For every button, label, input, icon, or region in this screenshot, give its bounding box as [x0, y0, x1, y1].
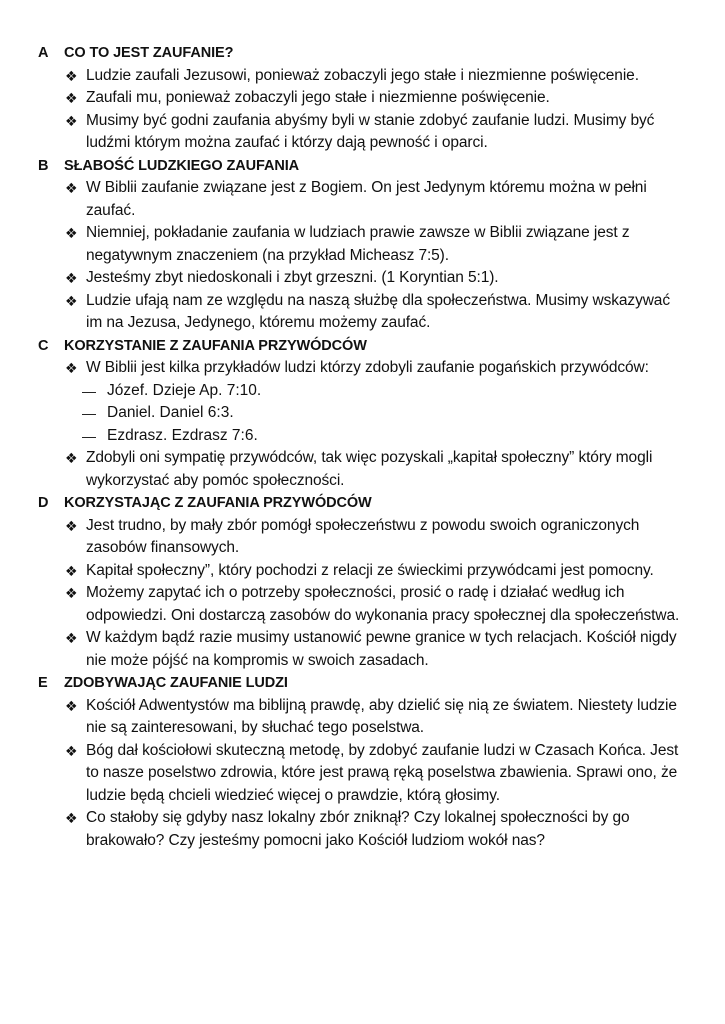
bullet-list-item — [65, 222, 685, 267]
item-text: Co stałoby się gdyby nasz lokalny zbór zniknął? Czy lokalnej społeczności by go brakowało? Czy jesteśmy pomocni jako Kościół ludziom wokół nas? — [86, 809, 630, 849]
bullet-list-item — [65, 515, 685, 560]
diamond-bullet-icon: ❖ — [65, 450, 78, 466]
section-letter: B — [38, 157, 49, 174]
diamond-bullet-icon: ❖ — [65, 90, 78, 106]
dash-icon: — — [82, 427, 96, 444]
item-text: Jesteśmy zbyt niedoskonali i zbyt grzeszni. (1 Koryntian 5:1). — [86, 269, 499, 286]
section-title: ZDOBYWAJĄC ZAUFANIE LUDZI — [64, 675, 288, 691]
item-text: Kościół Adwentystów ma biblijną prawdę, aby dzielić się nią ze światem. Niestety ludzie nie są zainteresowani, by słuchać tego poselstwa. — [86, 696, 677, 736]
diamond-bullet-icon: ❖ — [65, 562, 78, 579]
dash-icon: — — [82, 382, 96, 399]
bullet-list-item — [65, 65, 685, 88]
diamond-bullet-icon: ❖ — [65, 270, 78, 286]
bullet-list-item — [65, 582, 685, 627]
bullet-list-item — [65, 560, 685, 583]
bullet-list-item — [65, 110, 685, 155]
diamond-bullet-icon: ❖ — [65, 630, 78, 646]
item-text: W Biblii zaufanie związane jest z Bogiem. On jest Jedynym któremu można w pełni zaufać. — [86, 179, 647, 219]
diamond-bullet-icon: ❖ — [65, 517, 78, 534]
bullet-list-item — [65, 695, 685, 740]
diamond-bullet-icon: ❖ — [65, 67, 78, 84]
item-text: Ezdrasz. Ezdrasz 7:6. — [107, 426, 258, 444]
section-heading — [38, 492, 685, 515]
item-text: Ludzie zaufali Jezusowi, ponieważ zobaczyli jego stałe i niezmienne poświęcenie. — [86, 66, 639, 84]
section-heading — [38, 42, 685, 65]
diamond-bullet-icon: ❖ — [65, 292, 78, 309]
diamond-bullet-icon: ❖ — [65, 742, 78, 759]
section-heading — [38, 672, 685, 695]
diamond-bullet-icon: ❖ — [65, 180, 78, 196]
item-text: Zaufali mu, ponieważ zobaczyli jego stałe i niezmienne poświęcenie. — [86, 89, 550, 106]
dash-list-item — [82, 380, 685, 403]
item-text: Musimy być godni zaufania abyśmy byli w stanie zdobyć zaufanie ludzi. Musimy być ludźmi którym można zaufać i którzy dają pewność i oparci. — [86, 111, 655, 151]
item-text: Daniel. Daniel 6:3. — [107, 404, 234, 421]
section-letter: E — [38, 675, 48, 691]
bullet-list-item — [65, 447, 685, 492]
diamond-bullet-icon: ❖ — [65, 585, 78, 601]
diamond-bullet-icon: ❖ — [65, 697, 78, 714]
diamond-bullet-icon: ❖ — [65, 810, 78, 826]
dash-list-item — [82, 402, 685, 425]
section-title: CO TO JEST ZAUFANIE? — [64, 45, 234, 61]
bullet-list-item — [65, 627, 685, 672]
diamond-bullet-icon: ❖ — [65, 112, 78, 129]
bullet-list-item — [65, 290, 685, 335]
section-heading — [38, 335, 685, 358]
bullet-list-item — [65, 357, 685, 380]
item-text: Zdobyli oni sympatię przywódców, tak więc pozyskali „kapitał społeczny” który mogli wykorzystać aby pomóc społeczności. — [86, 449, 653, 489]
diamond-bullet-icon: ❖ — [65, 225, 78, 241]
section-title: KORZYSTANIE Z ZAUFANIA PRZYWÓDCÓW — [64, 337, 367, 354]
diamond-bullet-icon: ❖ — [65, 360, 78, 376]
item-text: W Biblii jest kilka przykładów ludzi którzy zdobyli zaufanie pogańskich przywódców: — [86, 359, 649, 376]
section-heading — [38, 155, 685, 178]
section-letter: D — [38, 495, 49, 511]
item-text: Możemy zapytać ich o potrzeby społeczności, prosić o radę i działać według ich odpowiedzi. Oni dostarczą zasobów do wykonania pracy społecznej dla społeczeństwa. — [86, 584, 680, 624]
section-title: KORZYSTAJĄC Z ZAUFANIA PRZYWÓDCÓW — [64, 495, 372, 511]
item-text: Niemniej, pokładanie zaufania w ludziach prawie zawsze w Biblii związane jest z negatywnym znaczeniem (na przykład Micheasz 7:5). — [86, 224, 630, 264]
section-letter: C — [38, 337, 49, 354]
item-text: Ludzie ufają nam ze względu na naszą służbę dla społeczeństwa. Musimy wskazywać im na Jezusa, Jedynego, któremu możemy zaufać. — [86, 291, 670, 331]
bullet-list-item — [65, 87, 685, 110]
item-text: Bóg dał kościołowi skuteczną metodę, by zdobyć zaufanie ludzi w Czasach Końca. Jest to nasze poselstwo zdrowia, które jest prawą ręką poselstwa zbawienia. Sprawi ono, że ludzie będą chcieli wiedzieć więcej o prawdzie, którą głosimy. — [86, 741, 679, 804]
bullet-list-item — [65, 807, 685, 852]
bullet-list-item — [65, 177, 685, 222]
item-text: W każdym bądź razie musimy ustanowić pewne granice w tych relacjach. Kościół nigdy nie może pójść na kompromis w swoich zasadach. — [86, 629, 677, 669]
item-text: Kapitał społeczny”, który pochodzi z relacji ze świeckimi przywódcami jest pomocny. — [86, 561, 654, 579]
item-text: Jest trudno, by mały zbór pomógł społeczeństwu z powodu swoich ograniczonych zasobów finansowych. — [86, 516, 640, 556]
bullet-list-item — [65, 267, 685, 290]
dash-list-item — [82, 425, 685, 448]
section-letter: A — [38, 45, 49, 61]
section-title: SŁABOŚĆ LUDZKIEGO ZAUFANIA — [64, 157, 300, 174]
bullet-list-item — [65, 740, 685, 808]
dash-icon: — — [82, 405, 96, 421]
item-text: Józef. Dzieje Ap. 7:10. — [107, 381, 262, 399]
